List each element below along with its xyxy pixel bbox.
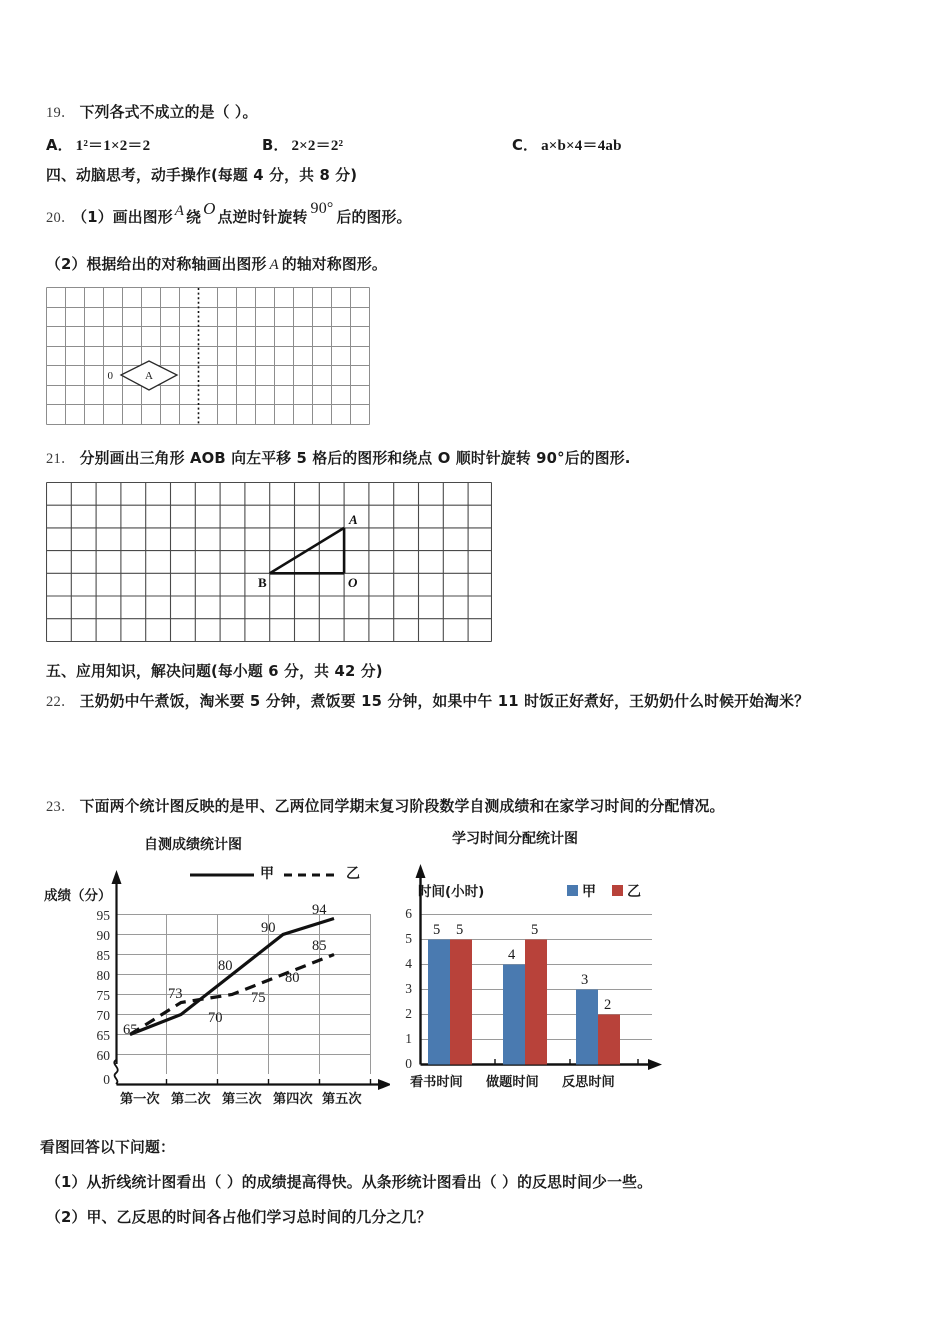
- q21-grid-figure: [46, 482, 492, 642]
- q20-number: 20．: [46, 210, 76, 226]
- q19-option-c-text: a×b×4＝4ab: [541, 138, 622, 154]
- q21-stem: 分别画出三角形 AOB 向左平移 5 格后的图形和绕点 O 顺时针旋转 90°后的图形.: [79, 450, 631, 467]
- line-ytick-zero: 0: [103, 1072, 110, 1087]
- q20-symbol-o: O: [203, 199, 216, 218]
- bar-ytick-0: 0: [405, 1056, 412, 1071]
- q22-stem: 王奶奶中午煮饭，淘米要 5 分钟，煮饭要 15 分钟，如果中午 11 时饭正好煮好，王奶奶什么时候开始淘米？: [79, 693, 810, 710]
- question-22: [46, 693, 809, 711]
- q19-option-c-key: C．: [512, 137, 539, 154]
- q21-vertex-o-label: O: [348, 575, 358, 590]
- section-5-heading: 五、应用知识，解决问题(每小题 6 分，共 42 分): [46, 663, 383, 680]
- question-23: [46, 798, 724, 816]
- bar-cat-1: 看书时间: [410, 1075, 463, 1090]
- bar-legend-yi-label: 乙: [627, 884, 641, 900]
- q19-option-b-text: 2×2＝2²: [291, 138, 344, 154]
- q20-part2-symbol: A: [269, 257, 279, 273]
- bar-ytick-4: 4: [405, 956, 412, 971]
- line-ytick-80: 80: [96, 968, 110, 983]
- line-ytick-70: 70: [96, 1008, 110, 1023]
- bar-ytick-2: 2: [405, 1006, 412, 1021]
- bar-chart-ylabel: 时间(小时): [418, 884, 485, 900]
- bar-jia-3: [576, 990, 598, 1065]
- bar-yi-1: [450, 940, 472, 1065]
- q23-number: 23．: [46, 799, 76, 815]
- bar-yi-3: [598, 1015, 620, 1065]
- line-label-jia-5: 94: [312, 902, 327, 918]
- bar-chart-title: 学习时间分配统计图: [452, 831, 578, 847]
- bar-label-jia-3: 3: [581, 972, 589, 988]
- q20-grid-figure: [46, 287, 370, 425]
- q20-symbol-a: A: [174, 203, 185, 219]
- line-cat-2: 第二次: [171, 1092, 211, 1107]
- q20-part2-a: （2）根据给出的对称轴画出图形: [46, 256, 267, 273]
- q23-sub-question-1: （1）从折线统计图看出（ ）的成绩提高得快。从条形统计图看出（ ）的反思时间少一些。: [46, 1174, 653, 1191]
- bar-label-yi-1: 5: [456, 922, 464, 938]
- q20-shape-label: A: [145, 370, 153, 382]
- bar-ytick-1: 1: [405, 1031, 412, 1046]
- line-label-yi-5: 85: [312, 938, 327, 954]
- question-19: [46, 104, 258, 122]
- q21-vertex-a-label: A: [349, 512, 358, 527]
- q21-vertex-b-label: B: [258, 575, 267, 590]
- line-label-jia-2: 70: [208, 1010, 223, 1026]
- line-label-yi-2: 73: [168, 986, 183, 1002]
- bar-ytick-3: 3: [405, 981, 412, 996]
- bar-legend-jia-label: 甲: [582, 884, 596, 900]
- bar-label-yi-3: 2: [604, 997, 612, 1013]
- q19-option-c: [512, 137, 622, 155]
- line-ytick-60: 60: [96, 1048, 110, 1063]
- q20-angle: 90°: [310, 200, 334, 217]
- q20-point-label: 0: [107, 370, 113, 382]
- line-label-yi-3: 75: [251, 990, 266, 1006]
- line-cat-4: 第四次: [273, 1092, 313, 1107]
- q23-stem: 下面两个统计图反映的是甲、乙两位同学期末复习阶段数学自测成绩和在家学习时间的分配情况。: [79, 798, 725, 815]
- line-ytick-75: 75: [96, 988, 110, 1003]
- line-chart-ylabel: 成绩（分）: [44, 888, 112, 904]
- question-21: [46, 450, 631, 468]
- bar-cat-3: 反思时间: [562, 1075, 615, 1090]
- bar-ytick-6: 6: [405, 906, 412, 921]
- line-chart-legend-yi-label: 乙: [346, 866, 360, 882]
- line-ytick-85: 85: [96, 948, 110, 963]
- line-chart-title: 自测成绩统计图: [144, 837, 242, 853]
- bar-jia-1: [428, 940, 450, 1065]
- q22-number: 22．: [46, 694, 76, 710]
- q19-option-b-key: B．: [262, 137, 289, 154]
- question-20-part1: [46, 199, 412, 227]
- q19-option-a: [46, 137, 150, 155]
- q20-part1-d: 后的图形。: [336, 209, 412, 226]
- bar-label-jia-1: 5: [433, 922, 441, 938]
- q23-sub-question-2: （2）甲、乙反思的时间各占他们学习总时间的几分之几？: [46, 1209, 432, 1226]
- q21-number: 21．: [46, 451, 76, 467]
- line-chart-scores: [40, 832, 390, 1107]
- bar-label-jia-2: 4: [508, 947, 516, 963]
- line-chart-legend-jia-label: 甲: [260, 866, 274, 882]
- line-ytick-90: 90: [96, 928, 110, 943]
- q19-option-b: [262, 137, 343, 155]
- line-label-jia-3: 80: [218, 958, 233, 974]
- q21-grid-svg: [46, 482, 492, 642]
- q20-part1-b: 绕: [186, 209, 202, 226]
- section-4-heading: 四、动脑思考，动手操作(每题 4 分，共 8 分): [46, 167, 358, 184]
- q20-part1-c: 点逆时针旋转: [217, 209, 308, 226]
- line-label-yi-4: 80: [285, 970, 300, 986]
- line-cat-1: 第一次: [120, 1092, 160, 1107]
- line-cat-5: 第五次: [322, 1092, 362, 1107]
- q20-part2-b: 的轴对称图形。: [281, 256, 387, 273]
- q19-option-a-key: A．: [46, 137, 73, 154]
- q19-number: 19．: [46, 105, 76, 121]
- q20-grid-svg: [46, 287, 370, 425]
- q19-option-a-text: 1²＝1×2＝2: [75, 138, 151, 154]
- line-label-jia-4: 90: [261, 920, 276, 936]
- line-label-jia-1: 65: [123, 1022, 138, 1038]
- question-20-part2: [46, 256, 387, 274]
- line-ytick-95: 95: [96, 908, 110, 923]
- bar-label-yi-2: 5: [531, 922, 539, 938]
- line-cat-3: 第三次: [222, 1092, 262, 1107]
- bar-chart-study-time: [390, 826, 690, 1116]
- q20-part1-a: （1）画出图形: [79, 209, 173, 226]
- bar-yi-2: [525, 940, 547, 1065]
- q23-prompt: 看图回答以下问题：: [40, 1139, 175, 1156]
- bar-cat-2: 做题时间: [486, 1075, 539, 1090]
- line-ytick-65: 65: [96, 1028, 110, 1043]
- bar-jia-2: [503, 965, 525, 1065]
- line-series-jia: [130, 919, 334, 1035]
- bar-ytick-5: 5: [405, 931, 412, 946]
- line-chart-plot: [40, 832, 390, 1102]
- q19-stem: 下列各式不成立的是（ ）。: [79, 104, 258, 121]
